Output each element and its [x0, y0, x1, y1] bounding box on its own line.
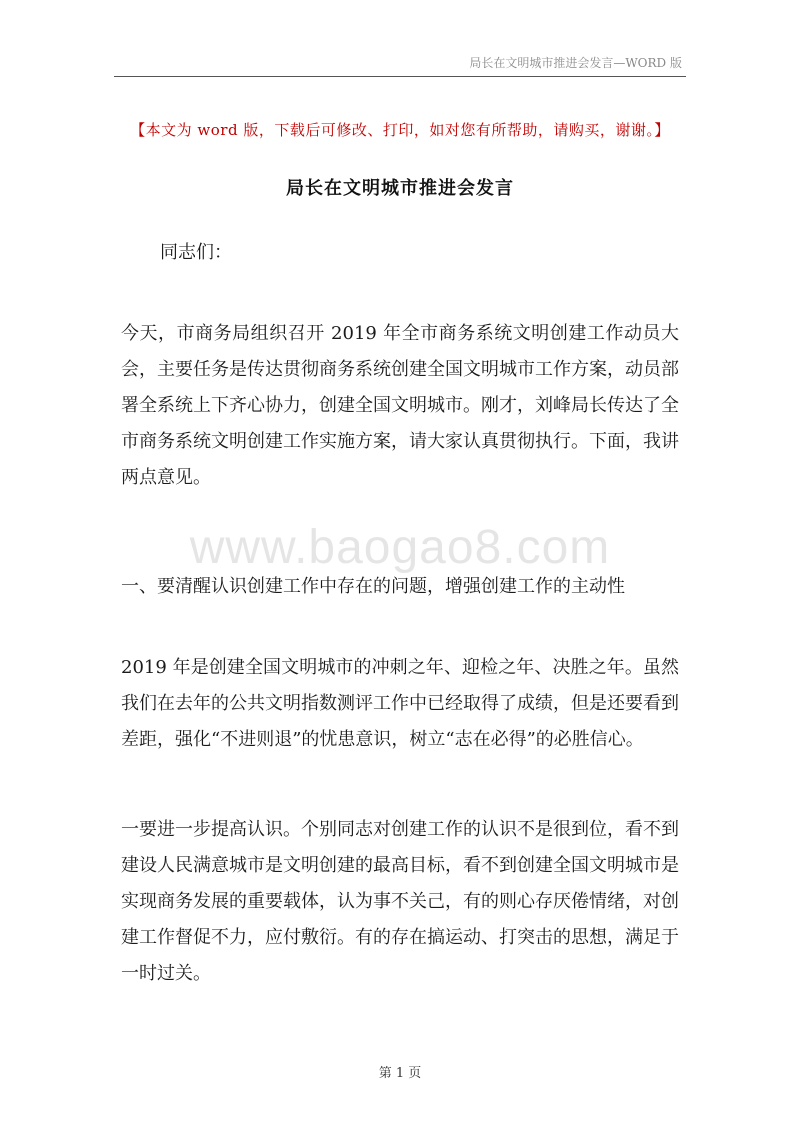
paragraph-intro: 今天，市商务局组织召开 2019 年全市商务系统文明创建工作动员大会，主要任务是传达贯彻商务系统创建全国文明城市工作方案，动员部署全系统上下齐心协力，创建全国文明城市。刚才，刘峰局长传达了全市商务系统文明创建工作实施方案，请大家认真贯彻执行。下面，我讲两点意见。: [121, 323, 679, 488]
page-number: 第 1 页: [378, 1066, 422, 1081]
paragraph-awareness: 一要进一步提高认识。个别同志对创建工作的认识不是很到位，看不到建设人民满意城市是文明创建的最高目标，看不到创建全国文明城市是实现商务发展的重要载体，认为事不关己，有的则心存厌倦情绪，对创建工作督促不力，应付敷衍。有的存在搞运动、打突击的思想，满足于一时过关。: [121, 819, 679, 984]
paragraph-2019: 2019 年是创建全国文明城市的冲刺之年、迎检之年、决胜之年。虽然我们在去年的公共文明指数测评工作中已经取得了成绩，但是还要看到差距，强化“不进则退”的忧患意识，树立“志在必得”的必胜信心。: [121, 657, 679, 750]
download-notice: 【本文为 word 版，下载后可修改、打印，如对您有所帮助，请购买，谢谢。】: [130, 121, 670, 139]
watermark: www.baogao8.com: [189, 521, 611, 574]
running-header-title: 局长在文明城市推进会发言—WORD 版: [469, 56, 682, 70]
document-title: 局长在文明城市推进会发言: [286, 178, 514, 199]
section-heading-1: 一、要清醒认识创建工作中存在的问题，增强创建工作的主动性: [121, 576, 625, 597]
header-divider: [114, 76, 686, 77]
salutation: 同志们：: [160, 242, 232, 263]
